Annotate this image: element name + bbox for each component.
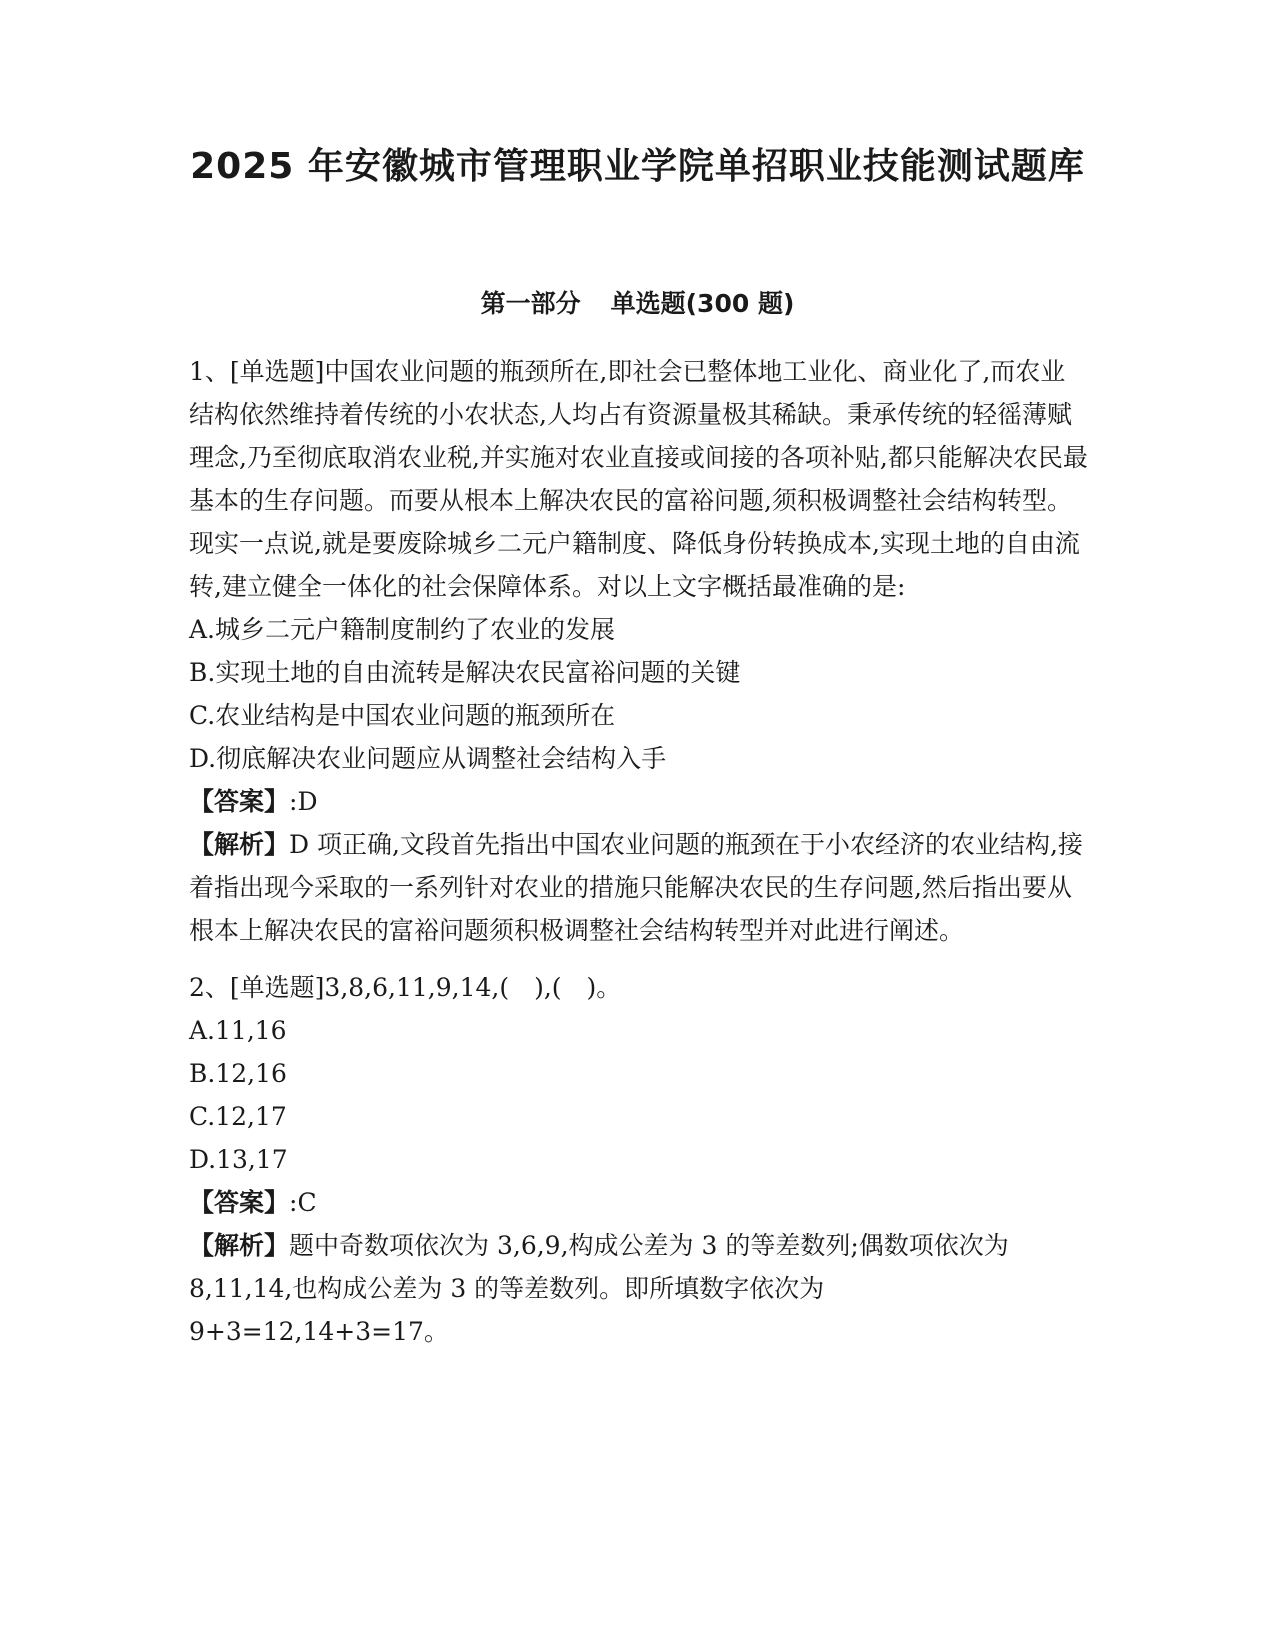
option-a: A.城乡二元户籍制度制约了农业的发展 <box>189 615 616 644</box>
document-title: 2025 年安徽城市管理职业学院单招职业技能测试题库 <box>190 146 1085 187</box>
option-d: D.彻底解决农业问题应从调整社会结构入手 <box>189 744 667 773</box>
answer-line <box>189 1181 1089 1224</box>
question-stem: 1、[单选题]中国农业问题的瓶颈所在,即社会已整体地工业化、商业化了,而农业结构依然维持着传统的小农状态,人均占有资源量极其稀缺。秉承传统的轻徭薄赋理念,乃至彻底取消农业税,并实施对农业直接或间接的各项补贴,都只能解决农民最基本的生存问题。而要从根本上解决农民的富裕问题,须积极调整社会结构转型。现实一点说,就是要废除城乡二元户籍制度、降低身份转换成本,实现土地的自由流转,建立健全一体化的社会保障体系。对以上文字概括最准确的是: <box>189 357 1088 601</box>
answer-line <box>189 780 1089 823</box>
analysis-text: 题中奇数项依次为 3,6,9,构成公差为 3 的等差数列;偶数项依次为 8,11,14,也构成公差为 3 的等差数列。即所填数字依次为 9+3=12,14+3=17。 <box>189 1231 1009 1346</box>
analysis-label: 【解析】 <box>189 830 290 859</box>
option-d: D.13,17 <box>189 1145 288 1174</box>
option-c: C.12,17 <box>189 1102 287 1131</box>
option-b: B.实现土地的自由流转是解决农民富裕问题的关键 <box>189 658 741 687</box>
analysis-label: 【解析】 <box>189 1231 290 1260</box>
question-stem: 2、[单选题]3,8,6,11,9,14,( ),( )。 <box>189 973 622 1002</box>
analysis-text: D 项正确,文段首先指出中国农业问题的瓶颈在于小农经济的农业结构,接着指出现今采取的一系列针对农业的措施只能解决农民的生存问题,然后指出要从根本上解决农民的富裕问题须积极调整社会结构转型并对此进行阐述。 <box>189 830 1083 945</box>
answer-value: :C <box>289 1188 317 1217</box>
option-c: C.农业结构是中国农业问题的瓶颈所在 <box>189 701 616 730</box>
question-1 <box>189 350 1089 952</box>
answer-label: 【答案】 <box>189 787 290 816</box>
option-b: B.12,16 <box>189 1059 287 1088</box>
section-title <box>0 286 1275 322</box>
section-part: 第一部分 <box>480 289 581 318</box>
question-list <box>189 350 1089 1367</box>
section-name: 单选题(300 题) <box>610 289 795 318</box>
analysis-line <box>189 1224 1089 1353</box>
option-a: A.11,16 <box>189 1016 287 1045</box>
answer-value: :D <box>289 787 318 816</box>
answer-label: 【答案】 <box>189 1188 290 1217</box>
question-2 <box>189 966 1089 1353</box>
analysis-line <box>189 823 1089 952</box>
